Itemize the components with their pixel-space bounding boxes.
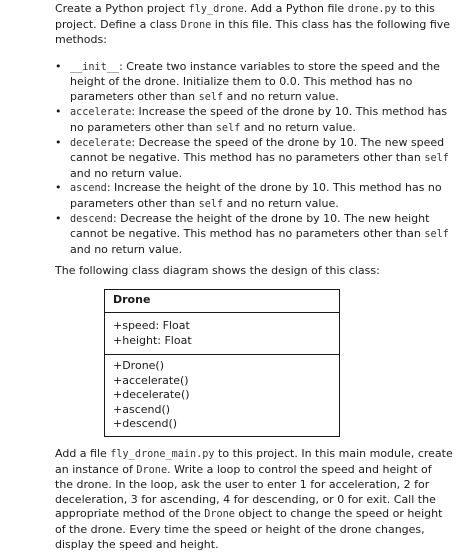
method-description: : Decrease the speed of the drone by 10. The new speed cannot be negative. This method has no parameters other than bbox=[70, 136, 445, 165]
diagram-caption: The following class diagram shows the design of this class: bbox=[55, 264, 380, 277]
intro-text-2: . Add a Python file bbox=[243, 2, 348, 15]
uml-class-diagram bbox=[104, 289, 340, 437]
self-code: self bbox=[215, 122, 241, 134]
method-description: : Increase the speed of the drone by 10. This method has no parameters other than bbox=[70, 105, 448, 134]
method-description-tail: and no return value. bbox=[240, 120, 356, 134]
file-name-code: drone.py bbox=[347, 4, 397, 15]
self-code: self bbox=[424, 153, 449, 165]
closing-text-1: Add a file bbox=[55, 447, 111, 460]
bullet-icon: • bbox=[55, 181, 62, 195]
closing-text-4: object to change the speed or height of the drone. Every time the speed or height of the drone changes, display the speed and height. bbox=[55, 507, 443, 551]
method-description-tail: and no return value. bbox=[70, 242, 183, 256]
list-item bbox=[55, 60, 453, 105]
self-code: self bbox=[198, 198, 224, 210]
uml-operation: +descend() bbox=[113, 417, 178, 431]
bullet-icon: • bbox=[55, 105, 62, 119]
intro-text-4: in this file. This class has the following five methods: bbox=[55, 17, 451, 47]
intro-text-1: Create a Python project bbox=[55, 2, 189, 15]
list-item bbox=[55, 136, 453, 181]
closing-text-3: . Write a loop to control the speed and height of the drone. In the loop, ask the user to enter 1 for acceleration, 2 for deceleration, 3 for ascending, 4 for descending, or 0 for exit. Call the appropriate method of the bbox=[55, 462, 436, 521]
list-item bbox=[55, 105, 453, 136]
project-name-code: fly_drone bbox=[188, 4, 244, 15]
method-name-code: __init__ bbox=[70, 62, 120, 73]
uml-attributes bbox=[105, 312, 339, 354]
method-description: : Create two instance variables to store the speed and the height of the drone. Initialize them to 0.0. This method has no parameters other than bbox=[70, 60, 440, 103]
list-item bbox=[55, 181, 453, 212]
uml-operation: +accelerate() bbox=[113, 373, 189, 387]
method-description: : Decrease the height of the drone by 10. The new height cannot be negative. This method has no parameters other than bbox=[70, 212, 430, 241]
self-code: self bbox=[424, 229, 449, 241]
main-file-code: fly_drone_main.py bbox=[110, 449, 215, 460]
intro-text-3: to this project. Define a class bbox=[55, 2, 435, 31]
method-name-code: decelerate bbox=[70, 138, 132, 150]
uml-operation: +ascend() bbox=[113, 402, 171, 416]
method-description-tail: and no return value. bbox=[223, 196, 339, 210]
uml-operations bbox=[105, 354, 339, 436]
closing-text-2: to this project. In this main module, create an instance of bbox=[55, 447, 453, 476]
uml-operation: +Drone() bbox=[113, 359, 165, 372]
method-description-tail: and no return value. bbox=[70, 166, 183, 180]
class-name-code: Drone bbox=[204, 509, 235, 521]
method-list bbox=[55, 60, 453, 257]
bullet-icon: • bbox=[55, 60, 62, 73]
uml-attribute: +speed: Float bbox=[113, 319, 190, 332]
bullet-icon: • bbox=[55, 136, 62, 150]
class-name-code: Drone bbox=[180, 19, 212, 31]
method-name-code: ascend bbox=[70, 183, 107, 195]
bullet-icon: • bbox=[55, 212, 62, 226]
method-description: : Increase the height of the drone by 10. This method has no parameters other than bbox=[70, 181, 442, 210]
uml-class-name: Drone bbox=[113, 293, 151, 306]
method-description-tail: and no return value. bbox=[223, 89, 339, 103]
uml-operation: +decelerate() bbox=[113, 388, 190, 402]
self-code: self bbox=[198, 91, 224, 103]
list-item bbox=[55, 212, 453, 257]
method-name-code: descend bbox=[70, 214, 113, 226]
method-name-code: accelerate bbox=[70, 107, 132, 119]
intro-paragraph bbox=[55, 2, 453, 48]
uml-attribute: +height: Float bbox=[113, 333, 192, 347]
closing-paragraph bbox=[55, 447, 453, 552]
class-name-code: Drone bbox=[136, 464, 168, 476]
